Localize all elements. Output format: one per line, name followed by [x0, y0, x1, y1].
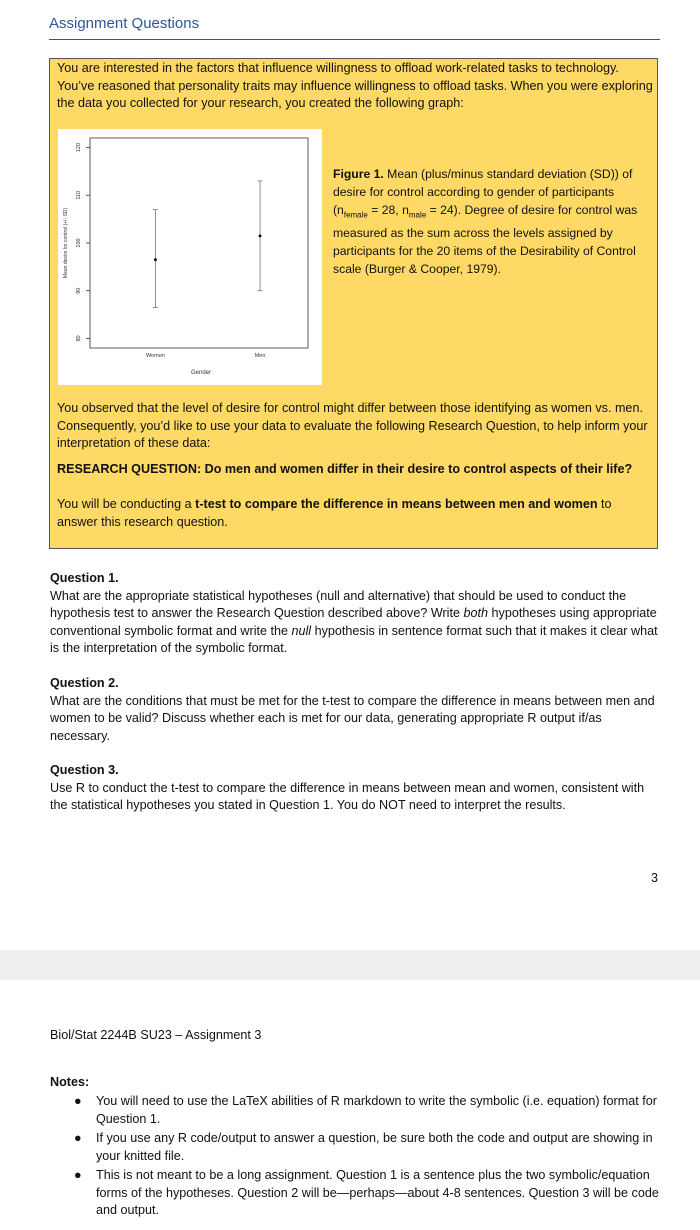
x-tick-labels [146, 353, 265, 359]
question-2 [50, 675, 660, 745]
research-question: RESEARCH QUESTION: Do men and women differ in their desire to control aspects of their life? [57, 462, 633, 476]
mean-point-men [259, 234, 262, 237]
caption-label: Figure 1. [333, 167, 384, 181]
intro-text: You are interested in the factors that influence willingness to offload work-related tasks to technology. You’ve reasoned that personality traits may influence willingness to offload tasks. When you were exploring the data you collected for your research, you created the following graph: [57, 61, 653, 110]
notes-label: Notes: [50, 1075, 90, 1089]
x-tick-label: Women [145, 353, 165, 359]
figure-1 [58, 129, 322, 385]
y-tick-label: 90 [76, 287, 82, 294]
context-box [49, 58, 658, 549]
y-tick-label: 100 [76, 238, 82, 248]
question-3 [50, 762, 660, 815]
y-tick-label: 120 [76, 142, 82, 153]
bullet-icon: ● [74, 1131, 82, 1145]
section-title: Assignment Questions [49, 15, 200, 32]
question-3-title: Question 3. [50, 763, 119, 777]
header-course-title: Biol/Stat 2244B SU23 – Assignment 3 [50, 1028, 262, 1042]
y-tick-label: 80 [76, 335, 82, 342]
y-tick-label: 110 [76, 190, 82, 200]
error-bars [153, 181, 263, 307]
x-tick-label: Men [254, 353, 266, 359]
mean-point-women [154, 258, 157, 261]
error-bar-chart [58, 129, 322, 385]
question-1-title: Question 1. [50, 571, 119, 585]
list-item: ● This is not meant to be a long assignment. Question 1 is a sentence plus the two symbolic/equation forms of the hypotheses. Question 2 will be—perhaps—about 4-8 sentences. Question 3 will be code and output. [74, 1168, 659, 1217]
page-number: 3 [650, 871, 658, 885]
y-tick-labels [76, 143, 82, 342]
observation-text: You observed that the level of desire for control might differ between those identifying as women vs. men. Consequently, you’d like to use your data to evaluate the following Research Question, to help inform your interpretation of these data: [57, 401, 648, 450]
y-axis-label: Mean desire for control (+/- SD) [63, 207, 69, 279]
bullet-icon: ● [74, 1094, 82, 1108]
figure-caption: Figure 1. Mean (plus/minus standard deviation (SD)) of desire for control according to gender of participants ($n_{female} = 28$, $n_{male} = 24$). Degree of desire for control was measured as the sum across the levels assigned by participants for the 20 items of the Desirability of Control scale (Burger & Cooper, 1979). [333, 167, 638, 277]
page-2 [0, 980, 700, 1230]
question-2-title: Question 2. [50, 676, 119, 690]
list-item: ● You will need to use the LaTeX abilities of R markdown to write the symbolic (i.e. equation) format for Question 1. [74, 1094, 657, 1126]
list-item: ● If you use any R code/output to answer a question, be sure both the code and output are showing in your knitted file. [74, 1131, 653, 1163]
question-2-text: What are the conditions that must be met for the t-test to compare the difference in means between men and women to be valid? Discuss whether each is met for our data, generating appropriate R output if/as necessary. [50, 693, 655, 743]
y-axis [86, 148, 90, 339]
notes-list [50, 1093, 660, 1222]
x-axis-label: Gender [190, 370, 212, 376]
plot-frame [90, 138, 308, 348]
title-divider [49, 39, 660, 40]
question-3-text: Use R to conduct the t-test to compare the difference in means between mean and women, consistent with the statistical hypotheses you stated in Question 1. You do NOT need to interpret the results. [50, 780, 645, 812]
page-gap [0, 950, 700, 980]
question-1-text: What are the appropriate statistical hypotheses (null and alternative) that should be used to conduct the hypothesis test to answer the Research Question described above? Write both hypotheses using appropriate conventional symbolic format and write the null hypothesis in sentence format such that it makes it clear what is the interpretation of the symbolic format. [50, 588, 658, 655]
bullet-icon: ● [74, 1168, 82, 1182]
question-1 [50, 570, 660, 658]
ttest-instruction: You will be conducting a t-test to compare the difference in means between men and women to answer this research question. [57, 497, 612, 529]
